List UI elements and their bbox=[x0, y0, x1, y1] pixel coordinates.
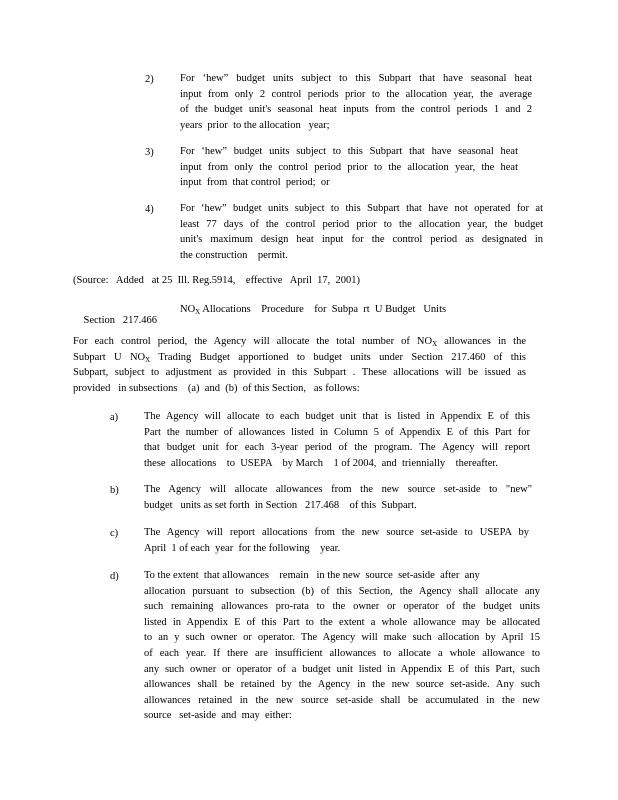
section-number: Section 217.466 bbox=[83, 315, 157, 326]
text-line: The Agency will allocate allowances from the new source set-aside to "new" bbox=[144, 484, 532, 495]
text-line: provided in subsections (a) and (b) of this Section, as follows: bbox=[73, 382, 360, 394]
item-text bbox=[180, 144, 518, 191]
text-line: allowances retained in the new source set-aside shall be accumulated in the new bbox=[144, 694, 540, 706]
item-number: c) bbox=[110, 528, 119, 539]
text-line: The Agency will allocate to each budget unit that is listed in Appendix E of this bbox=[144, 411, 530, 422]
text-line: Part the number of allowances listed in Column 5 of Appendix E of this Part for bbox=[144, 426, 530, 438]
text-line: input from that control period; or bbox=[180, 177, 330, 189]
item-number: b) bbox=[110, 485, 119, 496]
text-line: For each control period, the Agency will allocate the total number of $NO_X$ allowances in the bbox=[73, 336, 526, 348]
item-text bbox=[144, 482, 532, 513]
text-line: allocation pursuant to subsection (b) of this Section, the Agency shall allocate any bbox=[144, 585, 540, 597]
text-line: any such owner or operator of a budget unit listed in Appendix E of this Part, such bbox=[144, 663, 540, 675]
text-line: For ‘hew” budget units subject to this Subpart that have seasonal heat bbox=[180, 73, 532, 84]
section-title-rest: Allocations Procedure for Subpa rt U Budget Units bbox=[200, 304, 447, 315]
section-title bbox=[180, 304, 446, 315]
source-note: (Source: Added at 25 Ill. Reg.5914, effective April 17, 2001) bbox=[73, 275, 361, 286]
item-number: 3) bbox=[145, 147, 154, 158]
text-line: The Agency will report allocations from the new source set-aside to USEPA by bbox=[144, 527, 529, 538]
section-title-subscript: X bbox=[195, 308, 201, 316]
item-text bbox=[180, 201, 543, 263]
item-text bbox=[144, 568, 540, 724]
text-line: unit's maximum design heat input for the control period as designated in bbox=[180, 234, 543, 246]
item-text bbox=[144, 525, 529, 556]
text-line: source set-aside and may either: bbox=[144, 710, 292, 722]
text-line: For ‘hew” budget units subject to this Subpart that have not operated for at bbox=[180, 203, 543, 214]
text-line: of each year. If there are insufficient allowances to allocate a whole allowance to bbox=[144, 647, 540, 659]
text-line: input from only the control period prior to the allocation year, the heat bbox=[180, 161, 518, 173]
text-line: these allocations to USEPA by March 1 of 2004, and triennially thereafter. bbox=[144, 457, 498, 469]
item-text bbox=[180, 71, 532, 133]
section-heading bbox=[73, 304, 157, 337]
text-line: To the extent that allowances remain in the new source set-aside after any bbox=[144, 570, 480, 581]
item-number: 4) bbox=[145, 204, 154, 215]
text-line: least 77 days of the control period prior to the allocation year, the budget bbox=[180, 218, 543, 230]
item-text bbox=[144, 409, 530, 471]
text-line: budget units as set forth in Section 217.468 of this Subpart. bbox=[144, 499, 417, 511]
text-line: allowances shall be retained by the Agency in the new source set-aside. Any such bbox=[144, 679, 540, 691]
item-number: d) bbox=[110, 571, 119, 582]
item-number: a) bbox=[110, 412, 119, 423]
text-line: listed in Appendix E of this Part to the extent a whole allowance may be allocated bbox=[144, 616, 540, 628]
text-line: Subpart U $NO_X$ Trading Budget apportioned to budget units under Section 217.460 of this bbox=[73, 351, 526, 364]
intro-paragraph bbox=[73, 334, 526, 396]
text-line: years prior to the allocation year; bbox=[180, 119, 330, 131]
text-line: input from only 2 control periods prior to the allocation year, the average bbox=[180, 88, 532, 100]
item-number: 2) bbox=[145, 74, 154, 85]
text-line: to an y such owner or operator. The Agency will make such allocation by April 15 bbox=[144, 632, 540, 644]
text-line: of the budget unit's seasonal heat inputs from the control periods 1 and 2 bbox=[180, 104, 532, 116]
text-line: such remaining allowances pro-rata to the owner or operator of the budget units bbox=[144, 601, 540, 613]
section-title-prefix: NO bbox=[180, 304, 196, 315]
text-line: Subpart, subject to adjustment as provided in this Subpart . These allocations will be issued as bbox=[73, 367, 526, 379]
text-line: the construction permit. bbox=[180, 249, 288, 261]
text-line: For ‘hew” budget units subject to this Subpart that have seasonal heat bbox=[180, 146, 518, 157]
text-line: April 1 of each year for the following year. bbox=[144, 542, 341, 554]
text-line: that budget unit for each 3-year period of the program. The Agency will report bbox=[144, 442, 530, 454]
